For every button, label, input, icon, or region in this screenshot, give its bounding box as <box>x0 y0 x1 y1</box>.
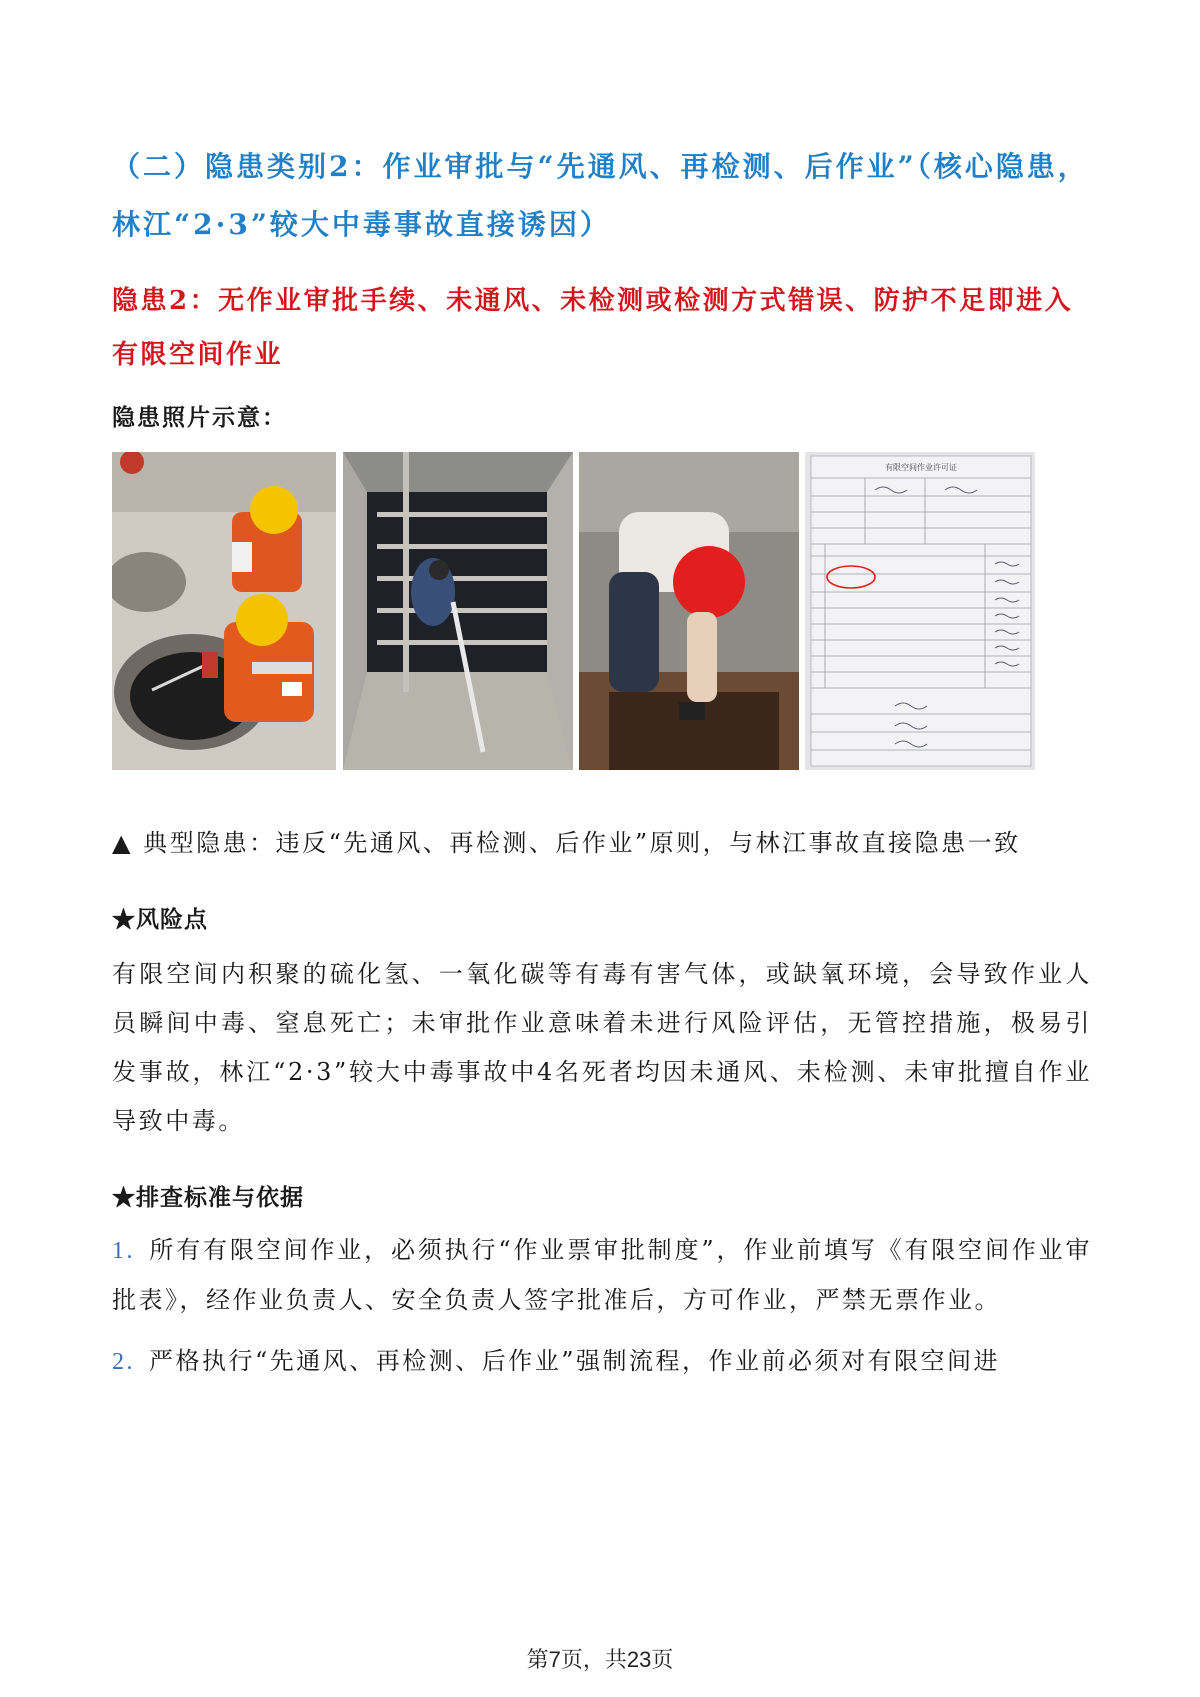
list-item-number: 2. <box>112 1349 135 1375</box>
list-item-text: 所有有限空间作业，必须执行“作业票审批制度”，作业前填写《有限空间作业审批表》，经作业负责人、安全负责人签字批准后，方可作业，严禁无票作业。 <box>112 1236 1092 1314</box>
permit-heading: 有限空间作业许可证 <box>885 463 957 472</box>
list-item-text: 严格执行“先通风、再检测、后作业”强制流程，作业前必须对有限空间进 <box>149 1347 1001 1375</box>
photo-shaft-ladder <box>343 452 573 770</box>
page-content <box>112 138 1092 1399</box>
photo-strip <box>112 452 1092 802</box>
standards-list <box>112 1226 1092 1387</box>
standards-heading: ★排查标准与依据 <box>112 1184 304 1211</box>
photo-caption: ▲ 典型隐患：违反“先通风、再检测、后作业”原则，与林江事故直接隐患一致 <box>112 829 1021 857</box>
risk-text: 有限空间内积聚的硫化氢、一氧化碳等有毒有害气体，或缺氧环境，会导致作业人员瞬间中毒、窒息死亡；未审批作业意味着未进行风险评估，无管控措施，极易引发事故，林江“2·3”较大中毒事故中4名死者均因未通风、未检测、未审批擅自作业导致中毒。 <box>112 960 1092 1135</box>
photo-manhole-workers <box>112 452 336 770</box>
list-item <box>112 1337 1092 1387</box>
page-footer: 第7页，共23页 <box>526 1647 674 1672</box>
hazard-title: 隐患2：无作业审批手续、未通风、未检测或检测方式错误、防护不足即进入有限空间作业 <box>112 286 1074 370</box>
list-item-number: 1. <box>112 1238 135 1264</box>
risk-heading: ★风险点 <box>112 906 208 933</box>
list-item <box>112 1226 1092 1325</box>
photo-label: 隐患照片示意： <box>112 404 287 431</box>
section-title: （二）隐患类别2：作业审批与“先通风、再检测、后作业”（核心隐患，林江“2·3”较大中毒事故直接诱因） <box>112 150 1089 241</box>
photo-permit-form <box>805 452 1035 770</box>
photo-red-helmet-worker <box>579 452 799 770</box>
